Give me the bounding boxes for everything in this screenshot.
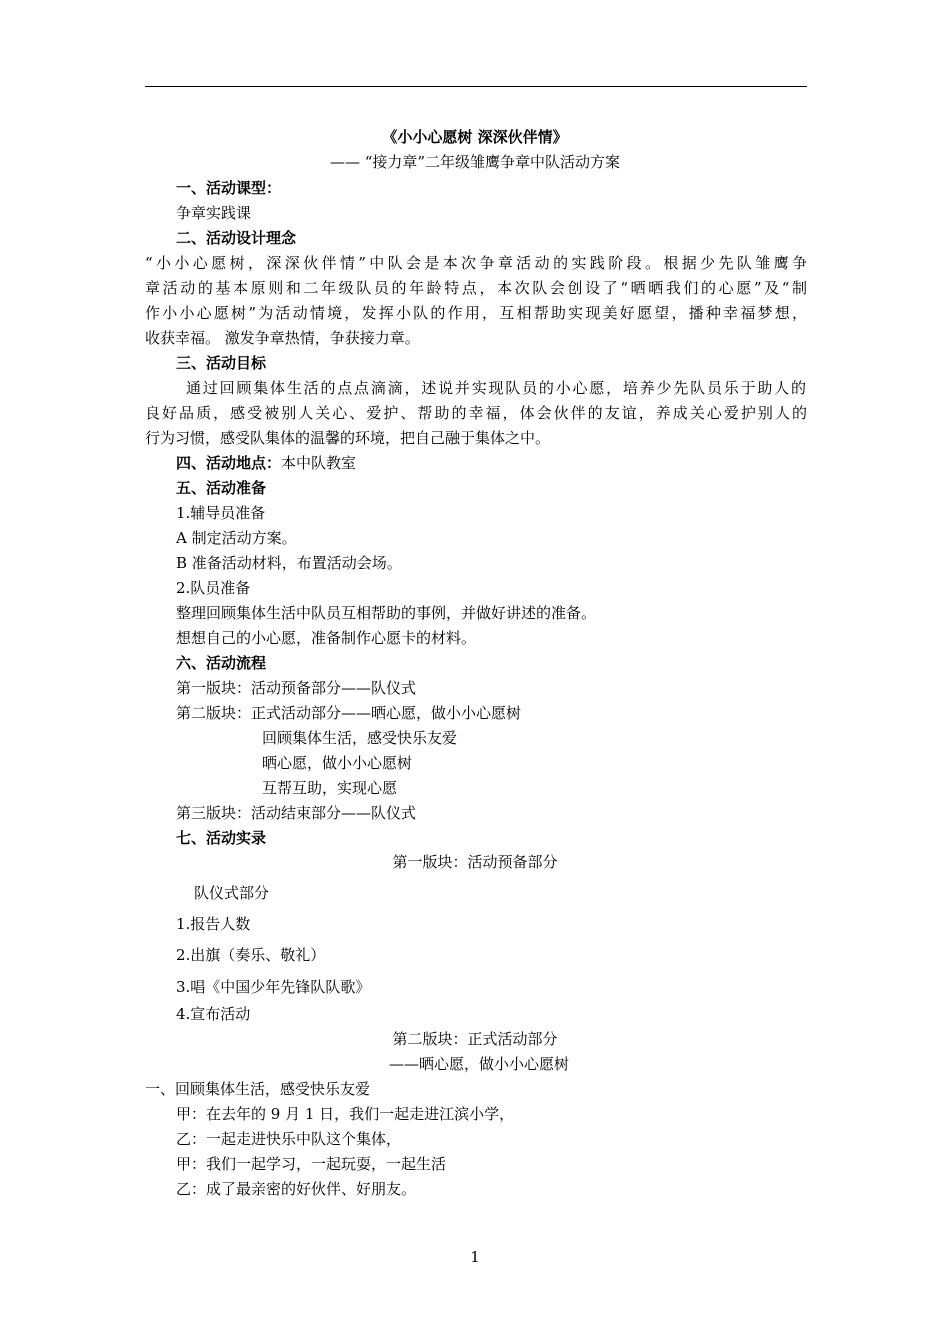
ceremony-step-4: 4.宣布活动 <box>176 1005 251 1023</box>
section-4-heading: 四、活动地点： <box>176 454 282 472</box>
dialogue-line: 甲：我们一起学习，一起玩耍，一起生活 <box>176 1155 447 1173</box>
doc-subtitle: —— “接力章”二年级雏鹰争章中队活动方案 <box>329 153 621 171</box>
section-1-heading: 一、活动课型： <box>176 179 282 197</box>
dialogue-line: 甲：在去年的 9 月 1 日，我们一起走进江滨小学， <box>176 1105 515 1123</box>
section-7-heading: 七、活动实录 <box>176 829 267 847</box>
section-1-body: 争章实践课 <box>176 204 252 222</box>
record-block-1-sub: 队仪式部分 <box>194 884 270 902</box>
section-5-heading: 五、活动准备 <box>176 479 267 497</box>
section-4-body: 本中队教室 <box>281 454 357 472</box>
section-4-line <box>176 454 356 473</box>
section-6-heading: 六、活动流程 <box>176 654 267 672</box>
flow-block-2-item-1: 回顾集体生活，感受快乐友爱 <box>262 729 458 747</box>
ceremony-step-1: 1.报告人数 <box>176 915 251 933</box>
page-number: 1 <box>470 1248 480 1266</box>
flow-block-2-item-2: 晒心愿，做小小心愿树 <box>262 754 413 772</box>
flow-block-2: 第二版块：正式活动部分——晒心愿，做小小心愿树 <box>176 704 522 722</box>
section-2-line-3: 作小小心愿树”为活动情境，发挥小队的作用，互相帮助实现美好愿望，播种幸福梦想， <box>145 304 807 322</box>
ceremony-step-2: 2.出旗（奏乐、敬礼） <box>176 946 326 964</box>
part-1-heading: 一、回顾集体生活，感受快乐友爱 <box>145 1080 371 1098</box>
doc-title: 《小小心愿树 深深伙伴情》 <box>382 128 568 146</box>
record-block-1-title: 第一版块：活动预备部分 <box>392 853 558 871</box>
section-2-line-2: 章活动的基本原则和二年级队员的年龄特点，本次队会创设了“晒晒我们的心愿”及“制 <box>145 279 807 297</box>
section-3-line-1: 通过回顾集体生活的点点滴滴，述说并实现队员的小心愿，培养少先队员乐于助人的 <box>186 379 806 397</box>
dialogue-line: 乙：成了最亲密的好伙伴、好朋友。 <box>176 1180 417 1198</box>
section-3-line-2: 良好品质，感受被别人关心、爱护、帮助的幸福，体会伙伴的友谊，养成关心爱护别人的 <box>145 404 807 422</box>
prep-counselor-a: A 制定活动方案。 <box>176 529 297 547</box>
section-2-line-4: 收获幸福。 激发争章热情，争获接力章。 <box>145 329 420 347</box>
prep-members-b: 想想自己的小心愿，准备制作心愿卡的材料。 <box>176 629 477 647</box>
prep-counselor-b: B 准备活动材料，布置活动会场。 <box>176 554 402 572</box>
section-2-line-1: “小小心愿树，深深伙伴情”中队会是本次争章活动的实践阶段。根据少先队雏鹰争 <box>145 254 807 272</box>
flow-block-2-item-3: 互帮互助，实现心愿 <box>262 779 398 797</box>
prep-counselor: 1.辅导员准备 <box>176 504 266 522</box>
ceremony-step-3: 3.唱《中国少年先锋队队歌》 <box>176 978 371 996</box>
record-block-2-sub: ——晒心愿，做小小心愿树 <box>389 1055 570 1073</box>
record-block-2-title: 第二版块：正式活动部分 <box>392 1030 558 1048</box>
header-rule <box>145 86 807 87</box>
section-3-heading: 三、活动目标 <box>176 354 267 372</box>
section-3-line-3: 行为习惯，感受队集体的温馨的环境，把自己融于集体之中。 <box>145 429 551 447</box>
flow-block-1: 第一版块：活动预备部分——队仪式 <box>176 679 417 697</box>
dialogue-line: 乙：一起走进快乐中队这个集体， <box>176 1130 402 1148</box>
section-2-heading: 二、活动设计理念 <box>176 229 297 247</box>
flow-block-3: 第三版块：活动结束部分——队仪式 <box>176 804 417 822</box>
prep-members-a: 整理回顾集体生活中队员互相帮助的事例，并做好讲述的准备。 <box>176 604 597 622</box>
prep-members: 2.队员准备 <box>176 579 251 597</box>
